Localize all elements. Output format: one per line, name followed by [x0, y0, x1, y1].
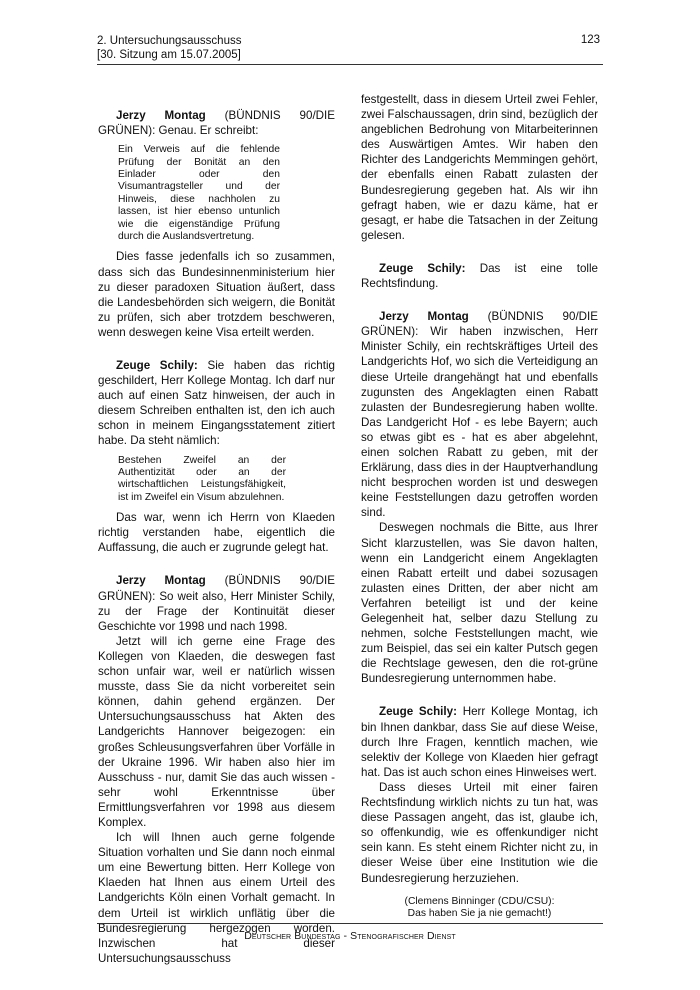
header-divider: [97, 64, 603, 65]
speech-schily-3: [361, 704, 598, 779]
page-number: 123: [580, 34, 600, 46]
page-header: [97, 34, 241, 62]
paragraph-continued: festgestellt, dass in diesem Urteil zwei Fehler, zwei Falschaussagen, drin sind, bezüglich der angeblichen Bedrohung von Mitarbeiterinnen des Auswärtigen Amtes. Wir haben den Richter des Landgerichts Memmingen gehört, der ebenfalls einen Rabatt zulasten der Bundesregierung gegeben hat. Als wir ihn gefragt haben, wie er dazu käme, hat er gesagt, er habe die Tatsachen in der Zeitung gelesen.: [361, 93, 598, 242]
speech-text: Sie haben das richtig geschildert, Herr Kollege Montag. Ich darf nur auch auf einen Satz hinweisen, der auch in diesem Schreiben enthalten ist, den ich auch schon in meinem Eingangsstatement zitiert habe. Da steht nämlich:: [98, 359, 335, 448]
interjection-line: Das haben Sie ja nie gemacht!): [407, 908, 552, 919]
speech-montag-1: [98, 108, 335, 138]
paragraph: Dass dieses Urteil mit einer fairen Rechtsfindung wirklich nichts zu tun hat, was diese Passagen angeht, das ist, glaube ich, so offenkundig, wie es offenkundiger nicht sein kann. Es steht einem Richter nicht zu, in dieser Weise über eine Institution wie die Bundesregierung herzuziehen.: [361, 780, 598, 885]
committee-name: 2. Untersuchungsausschuss: [97, 35, 242, 47]
speech-text: (BÜNDNIS 90/DIE GRÜNEN): Genau. Er schreibt:: [98, 109, 335, 138]
speech-montag-2: [98, 573, 335, 633]
speech-schily-2: [361, 261, 598, 291]
speaker-name: Zeuge Schily:: [379, 261, 466, 275]
paragraph: Ich will Ihnen auch gerne folgende Situation vorhalten und Sie dann noch einmal um eine Bewertung bitten. Herr Kollege von Klaeden hat Ihnen aus einem Urteil des Landgerichts Köln einen Vorhalt gemacht. In dem Urteil ist wirklich unflätig über die Bundesregierung hergezogen worden. Inzwischen hat dieser Untersuchungsausschuss: [98, 831, 335, 965]
speech-text: Herr Kollege Montag, ich bin Ihnen dankbar, dass Sie auf diese Weise, durch Ihre Fragen, kenntlich machen, wie selektiv der Kollege von Klaeden hier gefragt hat. Das ist auch schon eines Hinweises wert.: [361, 705, 598, 779]
paragraph: Das war, wenn ich Herrn von Klaeden richtig verstanden habe, eigentlich die Auffassung, die auch er zugrunde gelegt hat.: [98, 511, 335, 555]
interjection: [361, 896, 598, 921]
left-column: [98, 108, 335, 966]
speech-text: (BÜNDNIS 90/DIE GRÜNEN): So weit also, Herr Minister Schily, zu der Frage der Kontinuität dieser Geschichte vor 1998 und nach 1998.: [98, 574, 335, 633]
paragraph: Jetzt will ich gerne eine Frage des Kollegen von Klaeden, die deswegen fast schon unfair war, weil er natürlich wissen musste, dass Sie da nicht vorbereitet sein können, dahin gehend ergänzen. Der Untersuchungsausschuss hat Akten des Landgerichts Hannover beigezogen: ein großes Schleusungsverfahren über Vorfälle in der Ukraine 1996. Wir haben also hier im Ausschuss - nur, damit Sie das auch wissen - sehr wohl Erkenntnisse über Ermittlungsverfahren vor 1998 aus diesem Komplex.: [98, 634, 335, 829]
speech-text: (BÜNDNIS 90/DIE GRÜNEN): Wir haben inzwischen, Herr Minister Schily, ein rechtskräftiges Urteil des Landgerichts Hof, wo sich die Verteidigung an diese Urteile drangehängt hat und ebenfalls zugunsten des Angeklagten einen Rabatt zulasten der Bundesregierung haben wollte. Das Landgericht Hof - es lebe Bayern; auch so etwas gibt es - hat es aber abgelehnt, einen solchen Rabatt zu geben, mit der Erklärung, dass dies in der Hauptverhandlung nicht besprochen worden ist und deswegen keine Feststellungen dazu getroffen worden sind.: [361, 310, 598, 520]
page-footer: [97, 930, 603, 942]
speaker-name: Zeuge Schily:: [379, 705, 457, 719]
paragraph: Deswegen nochmals die Bitte, aus Ihrer Sicht klarzustellen, was Sie davon halten, wenn ein Landgericht einem Angeklagten einen Rabatt erteilt und dabei sozusagen zulasten eines Dritten, der aber nicht am Verfahren beteiligt ist und der keine Gelegenheit hat, selber dazu Stellung zu nehmen, solche Feststellungen macht, wie zum Beispiel, das sei ein kalter Putsch gegen die Rechtslage gewesen, den die rot-grüne Bundesregierung unternommen habe.: [361, 521, 598, 686]
speech-text: Das ist eine tolle Rechtsfindung.: [361, 261, 598, 291]
footer-text: Deutscher Bundestag - Stenografischer Dienst: [244, 930, 456, 942]
session-date: [30. Sitzung am 15.07.2005]: [97, 49, 241, 61]
quoted-letter-excerpt: Ein Verweis auf die fehlende Prüfung der Bonität an den Einlader oder den Visumantragsteller und der Hinweis, diese nachholen zu lassen, ist hier ebenso untunlich wie die eigenständige Prüfung durch die Auslandsvertretung.: [118, 144, 280, 243]
speaker-name: Jerzy Montag: [116, 109, 206, 122]
speech-montag-3: [361, 309, 598, 520]
interjection-line: (Clemens Binninger (CDU/CSU):: [404, 895, 555, 907]
quoted-letter-excerpt: Bestehen Zweifel an der Authentizität oder an der wirtschaftlichen Leistungsfähigkeit, ist im Zweifel ein Visum abzulehnen.: [118, 454, 286, 503]
speaker-name: Zeuge Schily:: [116, 359, 198, 372]
speaker-name: Jerzy Montag: [379, 310, 469, 324]
footer-divider: [97, 923, 603, 924]
paragraph: Dies fasse jedenfalls ich so zusammen, dass sich das Bundesinnenministerium hier zu dieser paradoxen Situation äußert, dass die Landesbehörden sich weigern, die Bonität zu prüfen, sich aber trotzdem beschweren, wenn deswegen keine Visa erteilt werden.: [98, 250, 335, 339]
speech-schily-1: [98, 358, 335, 449]
speaker-name: Jerzy Montag: [116, 574, 206, 588]
right-column: [361, 92, 598, 920]
